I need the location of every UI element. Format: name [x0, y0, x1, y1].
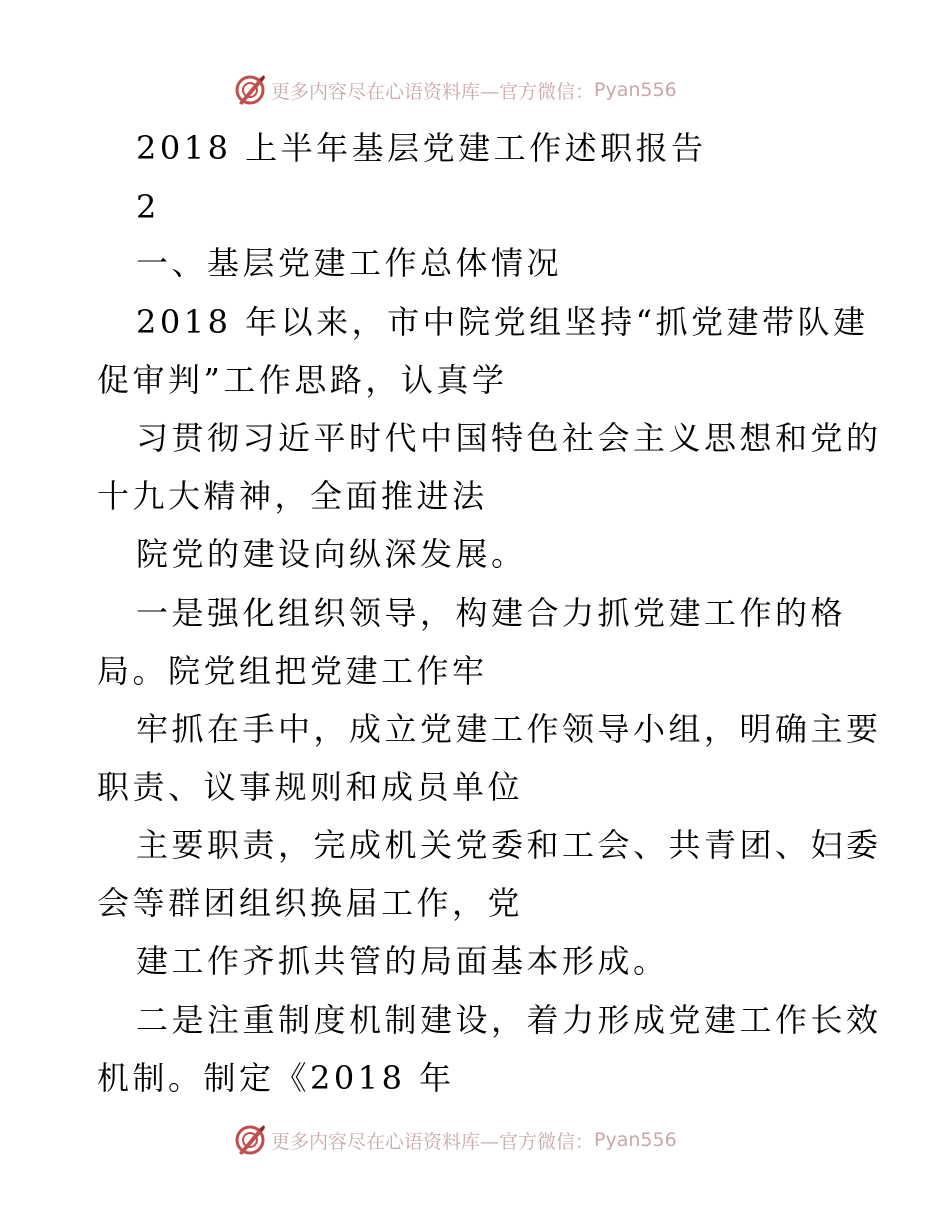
pen-logo-icon: [233, 1123, 267, 1157]
text-line: 十九大精神，全面推进法: [97, 477, 488, 515]
watermark-wechat-id: Pyan556: [594, 79, 677, 101]
watermark-wechat-id: Pyan556: [594, 1129, 677, 1151]
section-heading: 一、基层党建工作总体情况: [136, 244, 563, 282]
text-line: 局。院党组把党建工作牢: [97, 652, 488, 690]
text-line: 牢抓在手中，成立党建工作领导小组，明确主要: [136, 710, 882, 748]
pen-logo-icon: [233, 73, 267, 107]
watermark-text: 更多内容尽在心语资料库—官方微信：: [271, 80, 595, 103]
text-line: 会等群团组织换届工作，党: [97, 884, 524, 922]
text-line: 主要职责，完成机关党委和工会、共青团、妇委: [136, 826, 882, 864]
watermark-text: 更多内容尽在心语资料库—官方微信：: [271, 1130, 595, 1153]
text-line: 职责、议事规则和成员单位: [97, 768, 524, 806]
text-line: 促审判”工作思路，认真学: [97, 361, 508, 399]
text-line: 建工作齐抓共管的局面基本形成。: [136, 942, 669, 980]
text-line: 院党的建设向纵深发展。: [136, 535, 527, 573]
header-watermark: [233, 72, 677, 108]
text-line: 2: [136, 188, 160, 226]
text-line: 二是注重制度机制建设，着力形成党建工作长效: [136, 1001, 882, 1039]
text-line: 2018 年以来，市中院党组坚持“抓党建带队建: [136, 303, 869, 341]
footer-watermark: [233, 1122, 677, 1158]
text-line: 习贯彻习近平时代中国特色社会主义思想和党的: [136, 419, 882, 457]
document-title: 2018 上半年基层党建工作述职报告: [136, 129, 707, 167]
text-line: 一是强化组织领导，构建合力抓党建工作的格: [136, 594, 847, 632]
text-line: 机制。制定《2018 年: [97, 1059, 455, 1097]
